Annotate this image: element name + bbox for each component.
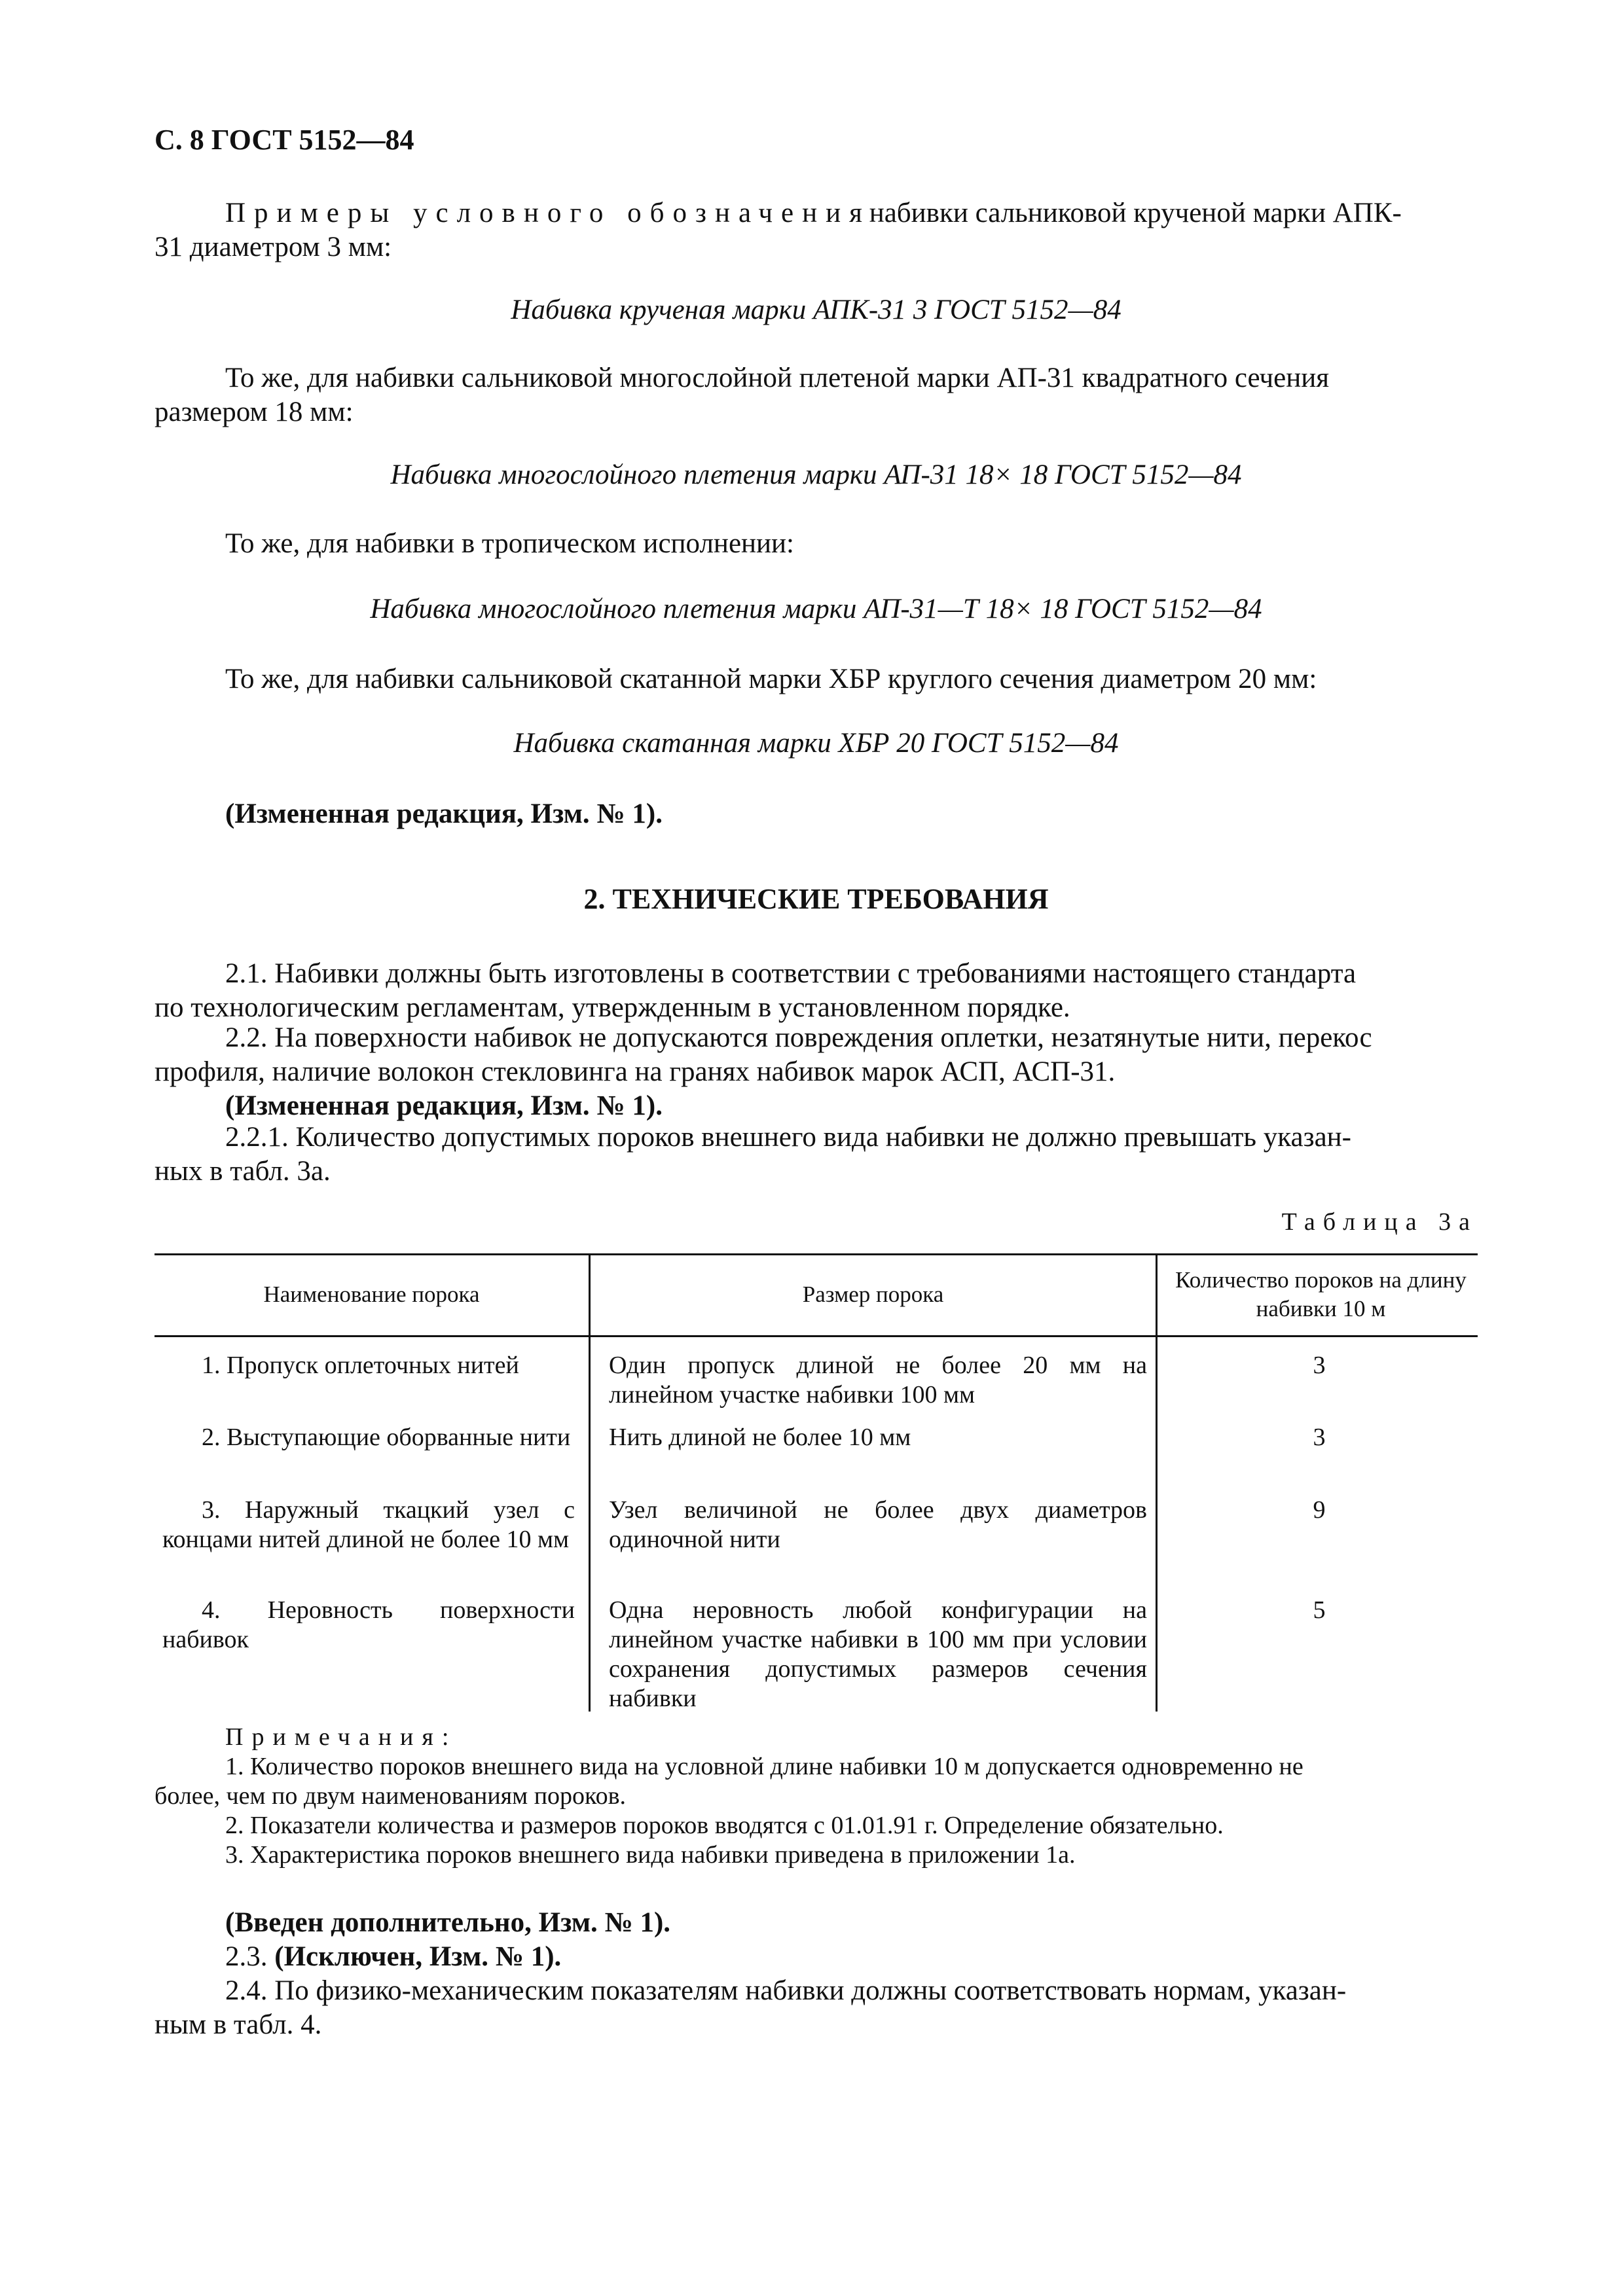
table-cell: 5	[1313, 1596, 1326, 1624]
clause-2-4: 2.4. По физико-механическим показателям набивки должны соответствовать нормам, указан-	[225, 1975, 1347, 2006]
examples-lead-line2: 31 диаметром 3 мм:	[155, 232, 392, 262]
table-cell: 9	[1313, 1496, 1326, 1524]
same-as-3: То же, для набивки в тропическом исполнении:	[225, 528, 795, 559]
introduced-note: (Введен дополнительно, Изм. № 1).	[225, 1907, 671, 1938]
table-cell: 3	[1313, 1352, 1326, 1379]
table-cell: 3. Наружный ткацкий узел с концами нитей длиной не более 10 мм	[162, 1496, 575, 1553]
notes-title: Примечания:	[225, 1723, 458, 1751]
clause-2-2-1: 2.2.1. Количество допустимых пороков внешнего вида набивки не должно превышать указан- ных в табл. 3а.	[155, 1122, 1351, 1187]
table-cell: 3	[1313, 1424, 1326, 1451]
table-cell: 2. Выступающие оборванные нити	[202, 1424, 571, 1451]
closing-clauses: (Введен дополнительно, Изм. № 1). 2.3. (Исключен, Изм. № 1). 2.4. По физико-механическим показателям набивки должны соответствовать нормам, указан- ным в табл. 4.	[155, 1906, 1478, 2042]
table-cell: Нить длиной не более 10 мм	[609, 1424, 911, 1451]
examples-lead-rest: набивки сальниковой крученой марки АПК-	[862, 198, 1402, 228]
table-header-cell: Наименование порока	[263, 1282, 480, 1307]
example-2: Набивка многослойного плетения марки АП-31 18× 18 ГОСТ 5152—84	[390, 459, 1242, 490]
table-cell: 4. Неровность поверхности набивок	[162, 1596, 575, 1653]
amendment-note-1: (Измененная редакция, Изм. № 1).	[225, 798, 663, 829]
table-cell: Один пропуск длиной не более 20 мм на линейном участке набивки 100 мм	[609, 1352, 1147, 1408]
table-header-cell: Количество пороков на длину набивки 10 м	[1175, 1267, 1467, 1321]
clause-2-1: 2.1. Набивки должны быть изготовлены в соответствии с требованиями настоящего стандарта по технологическим регламентам, утвержденным в установленном порядке.	[155, 958, 1357, 1023]
example-1: Набивка крученая марки АПК-31 3 ГОСТ 5152—84	[511, 295, 1122, 325]
examples-intro	[155, 196, 1478, 264]
table-header-rule	[155, 1335, 1478, 1337]
example-4: Набивка скатанная марки ХБР 20 ГОСТ 5152—84	[513, 728, 1119, 759]
same-as-4: То же, для набивки сальниковой скатанной марки ХБР круглого сечения диаметром 20 мм:	[225, 664, 1317, 694]
table-column-divider	[1156, 1253, 1158, 1712]
note-1: 1. Количество пороков внешнего вида на условной длине набивки 10 м допускается одновременно не	[225, 1753, 1304, 1780]
table-column-divider	[589, 1253, 591, 1712]
table-caption: Таблица 3а	[1281, 1208, 1478, 1236]
same-as-2: То же, для набивки сальниковой многослойной плетеной марки АП-31 квадратного сечения размером 18 мм:	[155, 363, 1330, 427]
table-cell: 1. Пропуск оплеточных нитей	[202, 1352, 519, 1379]
amendment-note-2: (Измененная редакция, Изм. № 1).	[225, 1090, 663, 1121]
table-header-cell: Размер порока	[802, 1282, 944, 1307]
clause-2-3: 2.3. (Исключен, Изм. № 1).	[225, 1941, 562, 1972]
clause-2-2: 2.2. На поверхности набивок не допускаются повреждения оплетки, незатянутые нити, перекос профиля, наличие волокон стекловинга на гранях набивок марок АСП, АСП-31. (Измененная редакция, Изм. № 1).	[155, 1021, 1478, 1123]
examples-lead-spaced: Примеры условного обозначения	[225, 198, 871, 228]
example-3: Набивка многослойного плетения марки АП-31—Т 18× 18 ГОСТ 5152—84	[370, 594, 1262, 624]
table-cell: Одна неровность любой конфигурации на линейном участке набивки в 100 мм при условии сохранения допустимых размеров сечения набивки	[609, 1596, 1147, 1712]
notes-block: Примечания: 1. Количество пороков внешнего вида на условной длине набивки 10 м допускается одновременно не более, чем по двум наименованиям пороков. 2. Показатели количества и размеров пороков вводятся с 01.01.91 г. Определение обязательно. 3. Характеристика пороков внешнего вида набивки приведена в приложении 1а.	[155, 1723, 1478, 1870]
note-2: 2. Показатели количества и размеров пороков вводятся с 01.01.91 г. Определение обязательно.	[225, 1812, 1224, 1839]
table-cell: Узел величиной не более двух диаметров одиночной нити	[609, 1496, 1147, 1553]
section-title: 2. ТЕХНИЧЕСКИЕ ТРЕБОВАНИЯ	[583, 883, 1049, 915]
table-top-rule	[155, 1253, 1478, 1255]
note-3: 3. Характеристика пороков внешнего вида набивки приведена в приложении 1а.	[225, 1841, 1076, 1869]
page-header: С. 8 ГОСТ 5152—84	[155, 124, 414, 156]
